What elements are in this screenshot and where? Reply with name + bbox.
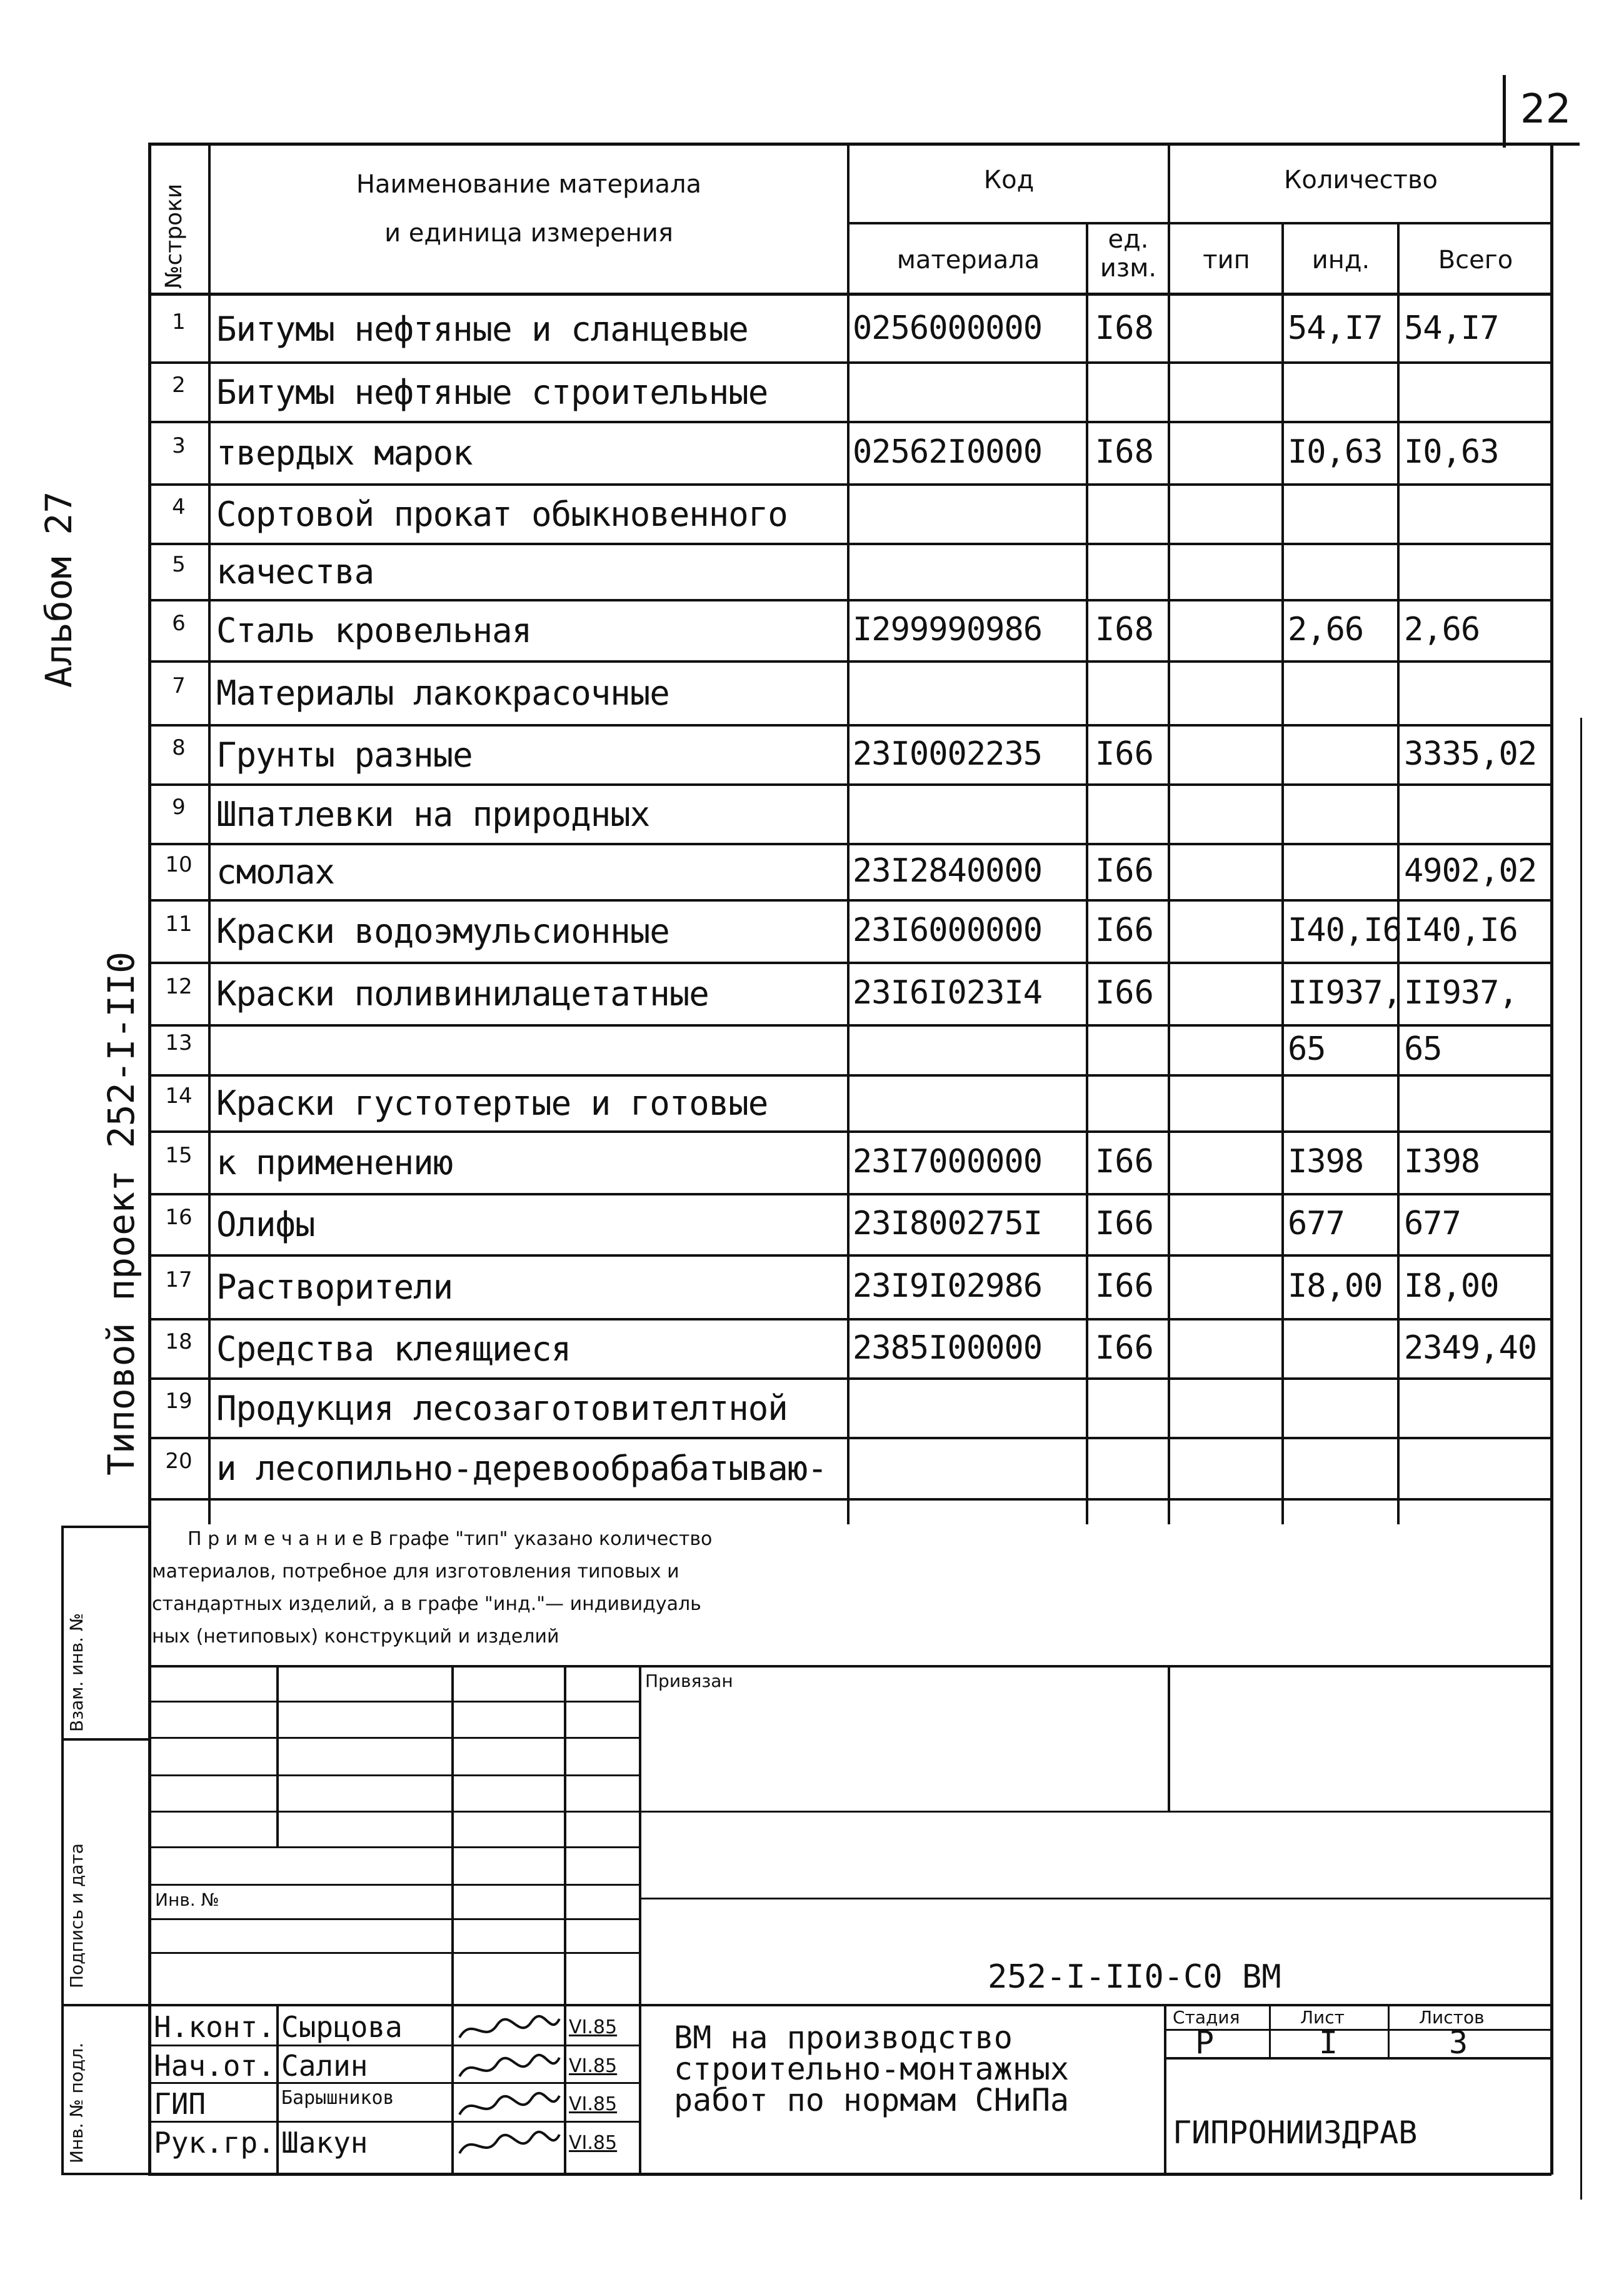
row-total: 4902,02: [1404, 852, 1537, 890]
row-divider: [148, 1498, 1551, 1501]
stamp-grid-row2: [148, 1737, 641, 1739]
header-subdivider: [847, 222, 1551, 224]
stamp-grid-row5: [148, 1846, 641, 1848]
stamp-org: ГИПРОНИИЗДРАВ: [1173, 2115, 1418, 2151]
row-ind: 54,I7: [1288, 309, 1383, 347]
stamp-label-div2: [61, 1738, 150, 1741]
row-number: 1: [172, 309, 186, 335]
row-code: 23I6000000: [853, 912, 1043, 949]
row-total: 3335,02: [1404, 735, 1537, 773]
signer-name: Барышников: [281, 2087, 394, 2109]
header-unit-line1: ед.: [1108, 225, 1149, 254]
row-divider: [148, 421, 1551, 423]
stamp-inv-no: Инв. №: [155, 1889, 219, 1910]
signer-role: Н.конт.: [154, 2010, 275, 2044]
row-total: 65: [1404, 1030, 1442, 1068]
stamp-sheet-label: Лист: [1300, 2007, 1345, 2028]
row-name: Краски поливинилацетатные: [216, 974, 709, 1014]
row-unit: I66: [1095, 912, 1154, 949]
row-number: 14: [165, 1084, 193, 1109]
col-divider-ind: [1397, 222, 1400, 1524]
row-divider: [148, 361, 1551, 364]
table-border-right: [1550, 143, 1553, 2175]
signature-scribble-icon: [456, 2090, 563, 2124]
signer-role: Нач.от.: [154, 2049, 275, 2083]
header-name-line1: Наименование материала: [356, 170, 702, 199]
row-number: 18: [165, 1329, 193, 1354]
stamp-stage-row1: [1164, 2029, 1551, 2031]
row-unit: I66: [1095, 1267, 1154, 1305]
row-name: Битумы нефтяные и сланцевые: [216, 309, 748, 349]
stamp-stage-row2: [1164, 2057, 1551, 2060]
signer-date: VI.85: [569, 2055, 618, 2077]
note-line3: стандартных изделий, а в графе "инд."— индивидуаль: [152, 1593, 701, 1615]
row-name: Грунты разные: [216, 735, 473, 775]
right-margin-mark: [1580, 718, 1582, 2200]
col-divider-code: [847, 143, 850, 1524]
signer-role: Рук.гр.: [154, 2126, 275, 2160]
row-code: 2385I00000: [853, 1329, 1043, 1367]
row-divider: [148, 783, 1551, 786]
row-divider: [148, 899, 1551, 902]
row-number: 3: [172, 433, 186, 458]
stamp-grid-row6: [148, 1884, 641, 1886]
row-name: Материалы лакокрасочные: [216, 673, 669, 713]
row-number: 16: [165, 1205, 193, 1230]
header-name-line2: и единица измерения: [384, 219, 673, 248]
note-lead: П р и м е ч а н и е: [188, 1528, 364, 1550]
row-number: 7: [172, 673, 186, 698]
signer-name: Сырцова: [281, 2010, 403, 2044]
stamp-top: [148, 1665, 1551, 1668]
stamp-label-div1: [61, 1526, 150, 1528]
page-number-divider: [1503, 75, 1506, 148]
row-number: 10: [165, 852, 193, 877]
stamp-label-inv: Инв. № подл.: [66, 2042, 87, 2163]
row-number: 2: [172, 372, 186, 398]
header-total: Всего: [1438, 246, 1513, 274]
row-divider: [148, 724, 1551, 727]
row-unit: I68: [1095, 309, 1154, 347]
row-unit: I66: [1095, 1143, 1154, 1180]
header-ind: инд.: [1311, 246, 1370, 274]
row-name: смолах: [216, 852, 335, 892]
row-total: 2,66: [1404, 611, 1480, 648]
row-divider: [148, 843, 1551, 845]
header-unit-line2: изм.: [1100, 254, 1157, 283]
row-number: 15: [165, 1143, 193, 1168]
stamp-grid-row7: [148, 1918, 641, 1920]
row-total: I8,00: [1404, 1267, 1499, 1305]
stamp-right-top-mid: [641, 1811, 1551, 1813]
note-line2: материалов, потребное для изготовления типовых и: [152, 1561, 679, 1582]
signer-name: Шакун: [281, 2126, 368, 2160]
row-total: I40,I6: [1404, 912, 1518, 949]
stamp-grid-col1: [276, 1665, 279, 1846]
row-number: 17: [165, 1267, 193, 1292]
row-number: 5: [172, 552, 186, 577]
stamp-grid-row10: [148, 2045, 641, 2046]
signer-date: VI.85: [569, 2093, 618, 2115]
row-divider: [148, 660, 1551, 663]
stamp-stage-label: Стадия: [1173, 2007, 1240, 2028]
row-divider: [148, 1254, 1551, 1257]
stamp-privyazan-divider: [1168, 1665, 1170, 1811]
row-divider: [148, 1130, 1551, 1133]
stamp-grid-row4: [148, 1811, 641, 1813]
note-line4: ных (нетиповых) конструкций и изделий: [152, 1626, 559, 1648]
note-line1: [188, 1528, 712, 1550]
stamp-grid-row1: [148, 1701, 641, 1703]
row-code: 0256000000: [853, 309, 1043, 347]
row-number: 8: [172, 735, 186, 760]
row-divider: [148, 1318, 1551, 1321]
stamp-sheets-label: Листов: [1419, 2007, 1485, 2028]
row-ind: 2,66: [1288, 611, 1364, 648]
signer-name: Салин: [281, 2049, 368, 2083]
row-number: 13: [165, 1030, 193, 1055]
row-name: Растворители: [216, 1267, 453, 1307]
row-number: 9: [172, 794, 186, 820]
row-name: Шпатлевки на природных: [216, 794, 650, 834]
row-divider: [148, 1074, 1551, 1077]
row-total: 2349,40: [1404, 1329, 1537, 1367]
stamp-sheet: I: [1319, 2025, 1338, 2061]
col-divider-qty: [1168, 143, 1170, 1524]
stamp-title-3: работ по нормам СНиПа: [674, 2082, 1070, 2118]
signer-date: VI.85: [569, 2132, 618, 2154]
row-total: I0,63: [1404, 433, 1499, 471]
stamp-grid-row3: [148, 1774, 641, 1776]
stamp-grid-col5: [276, 2004, 279, 2173]
stamp-label-podpis: Подпись и дата: [66, 1843, 87, 1988]
row-divider: [148, 1437, 1551, 1439]
header-bottom: [148, 293, 1551, 296]
row-number: 12: [165, 974, 193, 999]
row-name: к применению: [216, 1143, 453, 1182]
row-name: качества: [216, 552, 374, 591]
row-unit: I68: [1095, 433, 1154, 471]
row-number: 20: [165, 1449, 193, 1474]
stamp-stage-col1: [1269, 2004, 1271, 2059]
row-ind: 65: [1288, 1030, 1326, 1068]
row-code: 02562I0000: [853, 433, 1043, 471]
row-code: I299990986: [853, 611, 1043, 648]
row-name: Битумы нефтяные строительные: [216, 372, 768, 412]
row-code: 23I7000000: [853, 1143, 1043, 1180]
row-ind: I0,63: [1288, 433, 1383, 471]
stamp-label-vzam: Взам. инв. №: [66, 1612, 87, 1732]
col-divider-tip: [1281, 222, 1284, 1524]
row-name: Краски густотертые и готовые: [216, 1084, 768, 1123]
header-code: Код: [983, 166, 1035, 194]
row-total: 677: [1404, 1205, 1461, 1242]
row-divider: [148, 543, 1551, 545]
row-divider: [148, 1024, 1551, 1027]
stamp-code-top: [641, 1898, 1551, 1899]
row-divider: [148, 962, 1551, 964]
row-ind: II937,: [1288, 974, 1401, 1012]
stamp-label-col-left: [61, 1526, 64, 2175]
signature-scribble-icon: [456, 2013, 563, 2047]
stamp-title-1: ВМ на производство: [674, 2020, 1013, 2056]
signer-date: VI.85: [569, 2016, 618, 2038]
stamp-grid-row13: [148, 2173, 1551, 2176]
stamp-title-2: строительно-монтажных: [674, 2051, 1070, 2087]
row-name: Сортовой прокат обыкновенного: [216, 494, 788, 534]
row-total: II937,: [1404, 974, 1518, 1012]
stamp-stage-col2: [1388, 2004, 1390, 2059]
row-number: 6: [172, 611, 186, 636]
row-divider: [148, 599, 1551, 601]
row-name: Средства клеящиеся: [216, 1329, 571, 1369]
row-name: твердых марок: [216, 433, 473, 473]
row-code: 23I0002235: [853, 735, 1043, 773]
row-unit: I66: [1095, 852, 1154, 890]
row-ind: 677: [1288, 1205, 1345, 1242]
signature-scribble-icon: [456, 2128, 563, 2163]
row-name: Олифы: [216, 1205, 315, 1244]
row-ind: I8,00: [1288, 1267, 1383, 1305]
row-name: Краски водоэмульсионные: [216, 912, 669, 951]
row-code: 23I800275I: [853, 1205, 1043, 1242]
row-code: 23I6I023I4: [853, 974, 1043, 1012]
col-divider-unit: [1086, 222, 1088, 1524]
side-project: Типовой проект 252-I-II0: [100, 951, 143, 1476]
row-code: 23I9I02986: [853, 1267, 1043, 1305]
row-divider: [148, 1377, 1551, 1380]
stamp-privyazan: Привязан: [645, 1671, 733, 1691]
row-name: Сталь кровельная: [216, 611, 532, 650]
row-ind: I398: [1288, 1143, 1364, 1180]
stamp-doc-code: 252-I-II0-С0 ВМ: [988, 1958, 1281, 1996]
header-tip: тип: [1203, 246, 1250, 274]
stamp-stage: Р: [1195, 2025, 1215, 2061]
row-total: 54,I7: [1404, 309, 1499, 347]
stamp-label-div3: [61, 2004, 150, 2006]
stamp-sheets: 3: [1449, 2025, 1468, 2061]
row-code: 23I2840000: [853, 852, 1043, 890]
signature-scribble-icon: [456, 2051, 563, 2086]
row-unit: I66: [1095, 1329, 1154, 1367]
row-number: 11: [165, 912, 193, 937]
header-row-no: №строки: [161, 183, 187, 289]
stamp-label-div4: [61, 2173, 150, 2175]
row-unit: I66: [1095, 1205, 1154, 1242]
row-unit: I68: [1095, 611, 1154, 648]
table-border-left: [148, 143, 151, 2175]
row-number: 19: [165, 1388, 193, 1414]
row-name: и лесопильно-деревообрабатываю-: [216, 1449, 827, 1488]
page-number: 22: [1520, 86, 1571, 133]
row-divider: [148, 1193, 1551, 1195]
col-divider-num: [208, 143, 211, 1524]
side-album: Альбом 27: [38, 491, 80, 688]
signer-role: ГИП: [154, 2087, 206, 2121]
header-qty: Количество: [1283, 166, 1438, 194]
row-unit: I66: [1095, 974, 1154, 1012]
table-border-top: [148, 143, 1580, 146]
stamp-grid-row12: [148, 2121, 641, 2123]
row-unit: I66: [1095, 735, 1154, 773]
row-name: Продукция лесозаготовителтной: [216, 1388, 788, 1428]
stamp-grid-row8: [148, 1952, 641, 1954]
header-material: материала: [896, 246, 1040, 274]
row-divider: [148, 483, 1551, 486]
stamp-grid-row9: [148, 2004, 1551, 2006]
row-ind: I40,I6: [1288, 912, 1401, 949]
row-number: 4: [172, 494, 186, 520]
note-text1: В графе "тип" указано количество: [369, 1528, 713, 1550]
row-total: I398: [1404, 1143, 1480, 1180]
